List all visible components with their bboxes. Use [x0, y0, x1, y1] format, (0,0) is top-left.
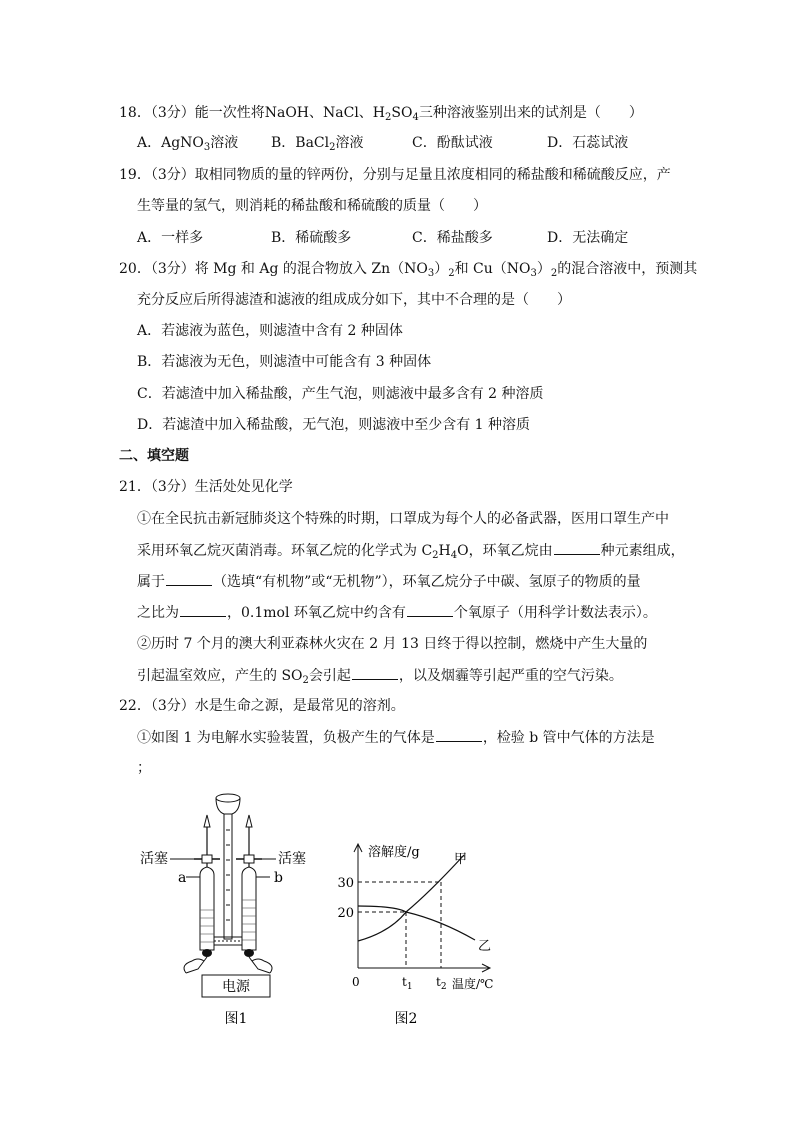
q18-option-b: B．BaCl$_2$溶液	[271, 135, 364, 153]
q19-option-b: B．稀硫酸多	[271, 230, 352, 246]
q21-part1-line4: 之比为 ，0.1mol 环氧乙烷中约含有 个氧原子（用科学计数法表示）。	[137, 602, 657, 623]
q21-title: 21．（3分）生活处处见化学	[119, 479, 293, 495]
q20-option-c: C．若滤渣中加入稀盐酸，产生气泡，则滤液中最多含有 2 种溶质	[137, 386, 544, 402]
electrode-right	[244, 949, 254, 957]
q18-option-c: C．酚酞试液	[412, 135, 493, 151]
answer-blank[interactable]	[436, 727, 482, 742]
q21-part2-line2: 引起温室效应，产生的 $SO_2$会引起 ，以及烟霾等引起严重的空气污染。	[137, 665, 623, 691]
tube-b-label: b	[274, 870, 283, 886]
tube-b	[242, 867, 256, 950]
answer-blank[interactable]	[554, 540, 600, 555]
answer-blank[interactable]	[407, 602, 453, 617]
y-tick-20: 20	[337, 906, 354, 921]
origin-label: 0	[352, 975, 360, 989]
section-title: 二、填空题	[119, 448, 189, 464]
q20-option-a: A．若滤液为蓝色，则滤渣中含有 2 种固体	[137, 323, 403, 339]
plug-label-left: 活塞	[140, 851, 168, 867]
q22-part1-line1: ①如图 1 为电解水实验装置，负极产生的气体是 ，检验 b 管中气体的方法是	[137, 727, 655, 748]
x-axis-label: 温度/℃	[452, 977, 494, 991]
electrode-left	[202, 949, 212, 957]
q21-part1-line3: 属于 （选填“有机物”或“无机物”），环氧乙烷分子中碳、氢原子的物质的量	[137, 571, 641, 592]
figure-1-electrolysis-apparatus	[136, 785, 316, 1030]
tube-a	[200, 867, 214, 950]
y-tick-30: 30	[337, 876, 354, 891]
y-axis-label: 溶解度/g	[368, 845, 420, 860]
figure-2-solubility-chart	[330, 840, 510, 1030]
q19-option-d: D．无法确定	[547, 230, 629, 246]
power-label: 电源	[222, 979, 250, 995]
funnel-rim	[216, 794, 240, 802]
answer-blank[interactable]	[166, 571, 212, 586]
series-label-yi: 乙	[478, 939, 492, 954]
q19-stem-line1: 19．（3分）取相同物质的量的锌两份，分别与足量且浓度相同的稀盐酸和稀硫酸反应，产	[119, 167, 671, 183]
plug-label-right: 活塞	[278, 851, 306, 867]
q22-title: 22．（3分）水是生命之源，是最常见的溶剂。	[119, 698, 405, 714]
answer-blank[interactable]	[352, 665, 398, 680]
q22-part1-end: ；	[137, 760, 151, 776]
figure-2-caption: 图2	[394, 1011, 418, 1027]
q19-option-c: C．稀盐酸多	[412, 230, 493, 246]
q19-option-a: A．一样多	[137, 230, 204, 246]
x-tick-t2: $t_2$	[436, 975, 447, 992]
q18-option-d: D．石蕊试液	[547, 135, 629, 151]
tube-a-label: a	[178, 870, 187, 886]
x-tick-t1: $t_1$	[402, 975, 413, 992]
figure-1-caption: 图1	[224, 1011, 248, 1027]
q21-part1-line1: ①在全民抗击新冠肺炎这个特殊的时期，口罩成为每个人的必备武器，医用口罩生产中	[137, 511, 669, 527]
q20-stem-line1: 20．（3分）将 Mg 和 Ag 的混合物放入 $Zn(NO_3)_2$和 $Cu(NO_3)_2$的混合溶液中，预测其	[119, 261, 698, 279]
curve-jia	[358, 855, 464, 941]
q19-stem-line2: 生等量的氢气，则消耗的稀盐酸和稀硫酸的质量（ ）	[137, 198, 487, 214]
q20-option-d: D．若滤渣中加入稀盐酸，无气泡，则滤液中至少含有 1 种溶质	[137, 417, 531, 433]
q18-option-a: A．AgNO$_3$溶液	[137, 135, 239, 153]
q20-stem-line2: 充分反应后所得滤渣和滤液的组成成分如下，其中不合理的是（ ）	[137, 292, 571, 308]
q18-stem: 18．（3分）能一次性将NaOH、NaCl、$H_2SO_4$三种溶液鉴别出来的试剂是（ ）	[119, 105, 643, 123]
answer-blank[interactable]	[180, 602, 226, 617]
q21-part1-line2: 采用环氧乙烷灭菌消毒。环氧乙烷的化学式为 $C_2H_4O$，环氧乙烷由 种元素组成，	[137, 540, 685, 566]
series-label-jia: 甲	[454, 852, 468, 867]
q20-option-b: B．若滤液为无色，则滤渣中可能含有 3 种固体	[137, 354, 432, 370]
q21-part2-line1: ②历时 7 个月的澳大利亚森林火灾在 2 月 13 日终于得以控制，燃烧中产生大量的	[137, 636, 648, 652]
